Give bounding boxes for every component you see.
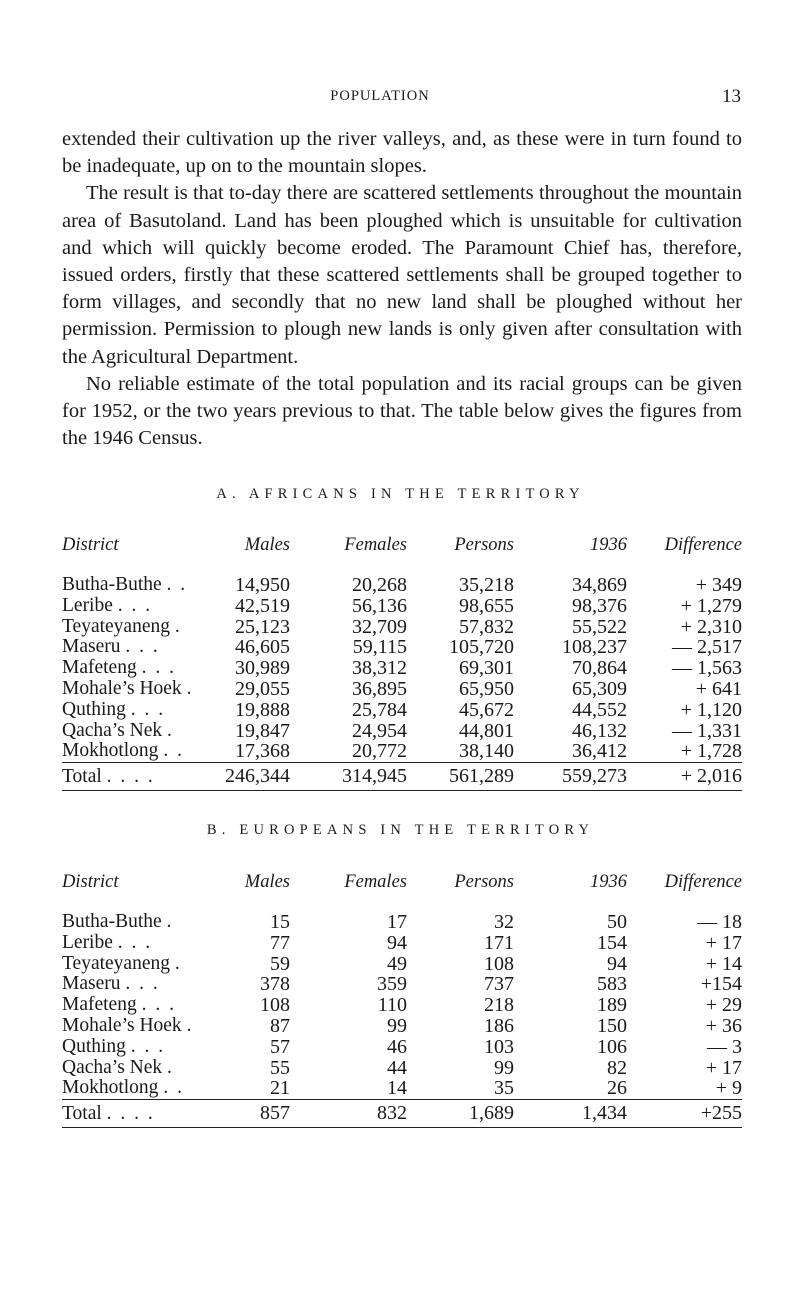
persons-cell: 1,689 (407, 1100, 514, 1128)
y1936-cell: 26 (607, 1077, 627, 1100)
district-cell (62, 575, 208, 596)
dot-leader: . (166, 911, 174, 932)
body-text (62, 126, 742, 452)
persons-cell: 98,655 (459, 594, 514, 617)
females-cell: 110 (377, 994, 407, 1017)
column-header-district: District (62, 872, 119, 892)
males-cell: 19,847 (235, 719, 290, 742)
females-cell: 94 (387, 931, 407, 954)
column-header-females: Females (344, 872, 407, 892)
y1936-cell: 70,864 (572, 657, 627, 680)
males-cell: 21 (270, 1077, 290, 1100)
district-name: Maseru (62, 973, 121, 995)
males-cell: 19,888 (235, 698, 290, 721)
district-cell (62, 617, 208, 638)
running-header (0, 88, 801, 112)
district-cell (62, 912, 208, 933)
difference-cell: + 36 (705, 1014, 742, 1037)
district-cell (62, 933, 208, 954)
table-africans (62, 535, 742, 791)
district-cell (62, 679, 208, 700)
difference-cell: +154 (700, 973, 742, 996)
difference-cell: + 641 (695, 677, 742, 700)
dot-leader: . . . . (106, 766, 155, 788)
difference-cell: + 1,279 (680, 594, 742, 617)
district-cell (62, 974, 208, 995)
district-name: Leribe (62, 594, 113, 616)
females-cell: 99 (387, 1014, 407, 1037)
males-cell: 108 (260, 994, 290, 1017)
difference-cell: + 29 (705, 994, 742, 1017)
column-header-1936: 1936 (590, 872, 627, 892)
dot-leader: . . . (117, 931, 153, 953)
district-name: Quthing (62, 698, 126, 720)
persons-cell: 108 (484, 952, 514, 975)
district-cell (62, 637, 208, 658)
difference-cell: + 2,310 (680, 615, 742, 638)
dot-leader: . (174, 615, 182, 637)
page-number: 13 (722, 86, 741, 107)
district-cell (62, 596, 208, 617)
dot-leader: . . (166, 574, 188, 595)
column-header-females: Females (344, 535, 407, 555)
district-name: Quthing (62, 1035, 126, 1057)
persons-cell: 218 (484, 994, 514, 1017)
dot-leader: . . . (141, 657, 176, 679)
difference-cell: — 3 (707, 1035, 742, 1058)
column-header-males: Males (244, 872, 290, 892)
females-cell: 59,115 (352, 636, 407, 659)
district-name: Qacha’s Nek (62, 1056, 163, 1078)
y1936-cell: 106 (597, 1035, 627, 1058)
district-name: Teyateyaneng (62, 615, 170, 637)
males-cell: 55 (270, 1056, 290, 1079)
district-cell (62, 954, 208, 975)
difference-cell: — 2,517 (672, 636, 742, 659)
paragraph: extended their cultivation up the river valleys, and, as these were in turn found to be inadequate, up on to the mountain slopes. (62, 128, 742, 178)
difference-cell: +255 (627, 1100, 742, 1128)
district-name: Mokhotlong (62, 740, 159, 762)
difference-cell: + 2,016 (627, 763, 742, 791)
y1936-cell: 189 (597, 994, 627, 1017)
females-cell: 36,895 (352, 677, 407, 700)
persons-cell: 45,672 (459, 698, 514, 721)
persons-cell: 35 (494, 1077, 514, 1100)
table-a-title: A. AFRICANS IN THE TERRITORY (216, 486, 585, 502)
district-cell (62, 721, 208, 742)
y1936-cell: 154 (597, 931, 627, 954)
district-cell (62, 700, 208, 721)
y1936-cell: 44,552 (572, 698, 627, 721)
persons-cell: 737 (484, 973, 514, 996)
dot-leader: . (186, 677, 194, 699)
y1936-cell: 65,309 (572, 677, 627, 700)
difference-cell: + 17 (705, 931, 742, 954)
males-cell: 17,368 (235, 740, 290, 763)
persons-cell: 44,801 (459, 719, 514, 742)
table-row (62, 596, 742, 617)
table-total-row (62, 1100, 742, 1128)
column-header-males: Males (244, 535, 290, 555)
females-cell: 25,784 (352, 698, 407, 721)
persons-cell: 99 (494, 1056, 514, 1079)
district-cell (62, 1037, 208, 1058)
table-row (62, 617, 742, 638)
district-cell (62, 658, 208, 679)
district-cell (62, 741, 208, 762)
females-cell: 20,772 (352, 740, 407, 763)
table-row (62, 575, 742, 596)
district-name: Mafeteng (62, 657, 137, 679)
y1936-cell: 46,132 (572, 719, 627, 742)
table-row (62, 954, 742, 975)
paragraph: No reliable estimate of the total population and its racial groups can be given for 1952, or the two years previous to that. The table below gives the figures from the 1946 Census. (62, 372, 742, 450)
table-b-title: B. EUROPEANS IN THE TERRITORY (206, 822, 595, 838)
males-cell: 30,989 (235, 657, 290, 680)
y1936-cell: 108,237 (562, 636, 627, 659)
table-row (62, 721, 742, 742)
y1936-cell: 55,522 (572, 615, 627, 638)
dot-leader: . . . . (106, 1103, 155, 1125)
persons-cell: 57,832 (459, 615, 514, 638)
district-name: Mohale’s Hoek (62, 677, 182, 699)
difference-cell: + 9 (715, 1077, 742, 1100)
females-cell: 32,709 (352, 615, 407, 638)
dot-leader: . (186, 1014, 194, 1036)
table-row (62, 1016, 742, 1037)
females-cell: 20,268 (352, 574, 407, 596)
persons-cell: 35,218 (459, 574, 514, 596)
females-cell: 56,136 (352, 594, 407, 617)
males-cell: 857 (208, 1100, 290, 1128)
district-cell (62, 995, 208, 1016)
table-row (62, 1037, 742, 1058)
males-cell: 14,950 (235, 574, 290, 596)
district-name: Mokhotlong (62, 1077, 159, 1099)
difference-cell: + 1,120 (680, 698, 742, 721)
difference-cell: + 349 (695, 574, 742, 596)
y1936-cell: 82 (607, 1056, 627, 1079)
table-row (62, 1058, 742, 1079)
district-cell (62, 1058, 208, 1079)
paragraph: The result is that to-day there are scattered settlements throughout the mountain area of Basutoland. Land has been ploughed which is unsuitable for cultivation and which will quickly become eroded. The Paramount Chief has, therefore, issued orders, firstly that these scattered settlements shall be grouped together to form villages, and secondly that no new land shall be ploughed without her permission. Permission to plough new lands is only given after consultation with the Agricultural Department. (62, 182, 742, 368)
district-name: Maseru (62, 636, 121, 658)
table-row (62, 1078, 742, 1099)
males-cell: 59 (270, 952, 290, 975)
dot-leader: . . . (141, 994, 176, 1016)
persons-cell: 103 (484, 1035, 514, 1058)
district-name: Total (62, 766, 102, 788)
males-cell: 87 (270, 1014, 290, 1037)
difference-cell: — 18 (697, 911, 742, 933)
difference-cell: + 17 (705, 1056, 742, 1079)
dot-leader: . (167, 719, 174, 741)
persons-cell: 38,140 (459, 740, 514, 763)
district-name: Mohale’s Hoek (62, 1014, 182, 1036)
y1936-cell: 150 (597, 1014, 627, 1037)
y1936-cell: 34,869 (572, 574, 627, 596)
column-header-persons: Persons (454, 535, 514, 555)
dot-leader: . . . (130, 1035, 166, 1057)
table-row (62, 912, 742, 933)
dot-leader: . (167, 1056, 174, 1078)
females-cell: 17 (387, 911, 407, 933)
district-name: Total (62, 1103, 102, 1125)
running-title: POPULATION (330, 88, 430, 104)
females-cell: 24,954 (352, 719, 407, 742)
persons-cell: 32 (494, 911, 514, 933)
district-name: Leribe (62, 931, 113, 953)
table-header-row (62, 535, 742, 575)
persons-cell: 105,720 (449, 636, 514, 659)
table-row (62, 933, 742, 954)
males-cell: 42,519 (235, 594, 290, 617)
dot-leader: . . (163, 1077, 184, 1099)
district-name: Butha-Buthe (62, 574, 162, 595)
table-row (62, 995, 742, 1016)
males-cell: 57 (270, 1035, 290, 1058)
dot-leader: . . (163, 740, 184, 762)
column-header-1936: 1936 (590, 535, 627, 555)
y1936-cell: 559,273 (514, 763, 627, 791)
table-europeans (62, 872, 742, 1128)
table-row (62, 637, 742, 658)
males-cell: 246,344 (208, 763, 290, 791)
females-cell: 314,945 (290, 763, 407, 791)
district-name: Teyateyaneng (62, 952, 170, 974)
table-row (62, 658, 742, 679)
persons-cell: 561,289 (407, 763, 514, 791)
dot-leader: . . . (125, 636, 160, 658)
district-name: Qacha’s Nek (62, 719, 163, 741)
females-cell: 832 (290, 1100, 407, 1128)
district-cell (62, 1016, 208, 1037)
difference-cell: + 1,728 (680, 740, 742, 763)
table-header-row (62, 872, 742, 912)
females-cell: 359 (377, 973, 407, 996)
table-row (62, 700, 742, 721)
column-header-difference: Difference (664, 535, 742, 555)
table-total-row (62, 763, 742, 791)
district-cell (62, 763, 208, 791)
y1936-cell: 98,376 (572, 594, 627, 617)
persons-cell: 69,301 (459, 657, 514, 680)
difference-cell: — 1,331 (672, 719, 742, 742)
difference-cell: + 14 (705, 952, 742, 975)
females-cell: 49 (387, 952, 407, 975)
y1936-cell: 1,434 (514, 1100, 627, 1128)
persons-cell: 186 (484, 1014, 514, 1037)
y1936-cell: 50 (607, 911, 627, 933)
males-cell: 25,123 (235, 615, 290, 638)
y1936-cell: 94 (607, 952, 627, 975)
females-cell: 14 (387, 1077, 407, 1100)
persons-cell: 171 (484, 931, 514, 954)
males-cell: 46,605 (235, 636, 290, 659)
persons-cell: 65,950 (459, 677, 514, 700)
females-cell: 44 (387, 1056, 407, 1079)
district-cell (62, 1078, 208, 1099)
district-name: Mafeteng (62, 994, 137, 1016)
table-row (62, 679, 742, 700)
district-name: Butha-Buthe (62, 911, 162, 932)
dot-leader: . . . (130, 698, 166, 720)
column-header-difference: Difference (664, 872, 742, 892)
females-cell: 46 (387, 1035, 407, 1058)
males-cell: 77 (270, 931, 290, 954)
district-cell (62, 1100, 208, 1128)
table-row (62, 741, 742, 762)
y1936-cell: 583 (597, 973, 627, 996)
females-cell: 38,312 (352, 657, 407, 680)
males-cell: 378 (260, 973, 290, 996)
males-cell: 15 (270, 911, 290, 933)
y1936-cell: 36,412 (572, 740, 627, 763)
column-header-persons: Persons (454, 872, 514, 892)
table-row (62, 974, 742, 995)
column-header-district: District (62, 535, 119, 555)
males-cell: 29,055 (235, 677, 290, 700)
dot-leader: . . . (117, 594, 153, 616)
dot-leader: . (174, 952, 182, 974)
difference-cell: — 1,563 (672, 657, 742, 680)
dot-leader: . . . (125, 973, 160, 995)
